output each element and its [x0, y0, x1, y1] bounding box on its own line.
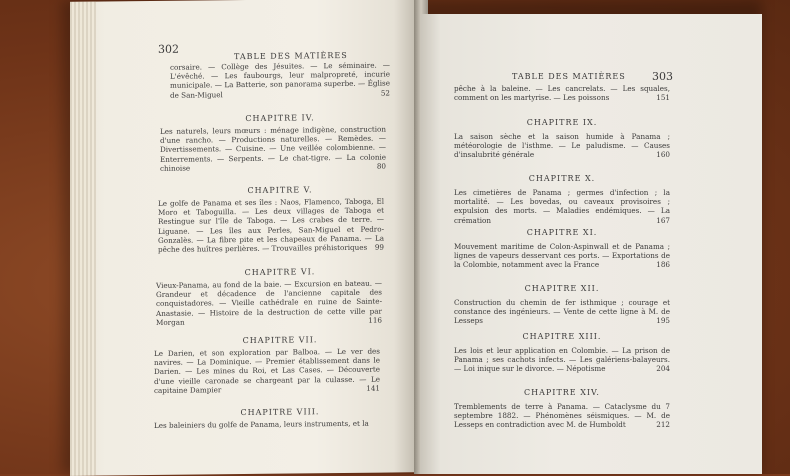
entry-text: Les lois et leur application en Colombie. — La prison de Panama ; ses cachots infects. — Les galériens-balayeurs. — Loi inique sur le divorce. — Népotisme	[454, 346, 670, 374]
entry-text: Les baleiniers du golfe de Panama, leurs instruments, et la	[154, 418, 369, 430]
chapter-entry	[160, 125, 386, 173]
chapter-entry	[454, 298, 670, 326]
chapter-title: CHAPITRE VIII.	[240, 407, 320, 418]
chapter-entry	[154, 419, 380, 431]
entry-text: Tremblements de terre à Panama. — Cataclysme du 7 septembre 1882. — Phénomènes séismiques. — M. de Lesseps en contradiction avec M. de Humboldt	[454, 402, 670, 430]
entry-text: pêche à la baleine. — Les cancrelats. — Les squales, comment on les martyrise. — Les poissons	[454, 84, 670, 103]
entry-page: 52	[380, 88, 390, 98]
entry-page: 195	[656, 316, 670, 326]
chapter-title: CHAPITRE X.	[528, 174, 596, 183]
entry-text: Mouvement maritime de Colon-Aspinwall et de Panama ; lignes de vapeurs desservant ces ports. — Exportations de la Colombie, notamment avec la France	[454, 242, 670, 270]
entry-text: corsaire. — Collège des Jésuites. — Le séminaire. — L'évêché. — Les faubourgs, leur malpropreté, incurie municipale. — La Batterie, son panorama superbe. — Église de San-Miguel	[170, 60, 390, 100]
right-running-head: TABLE DES MATIÈRES	[512, 72, 626, 81]
entry-page: 204	[656, 364, 670, 374]
entry-text: Construction du chemin de fer isthmique ; courage et constance des ingénieurs. — Vente de cette ligne à M. de Lesseps	[454, 298, 670, 326]
entry-page: 186	[656, 260, 670, 270]
left-page	[70, 0, 422, 476]
entry-page: 151	[656, 93, 670, 103]
left-page-number: 302	[158, 42, 179, 56]
chapter-entry	[156, 279, 382, 327]
entry-page: 99	[374, 242, 384, 252]
entry-text: Le golfe de Panama et ses îles : Naos, Flamenco, Taboga, El Moro et Taboguilla. — Les deux villages de Taboga et Restingue sur l'île de Taboga. — Les crabes de terre. — Liguane. — Les îles aux Perles, San-Miguel et Pedro-Gonzalès. — La fibre pite et les chapeaux de Panama. — La pêche des huîtres perlières. — Trouvailles préhistoriques	[158, 196, 384, 254]
chapter-title: CHAPITRE VI.	[244, 267, 316, 278]
entry-page: 167	[656, 215, 670, 225]
chapter-title: CHAPITRE XIV.	[524, 388, 600, 397]
chapter-entry	[454, 188, 670, 225]
chapter-title: CHAPITRE IV.	[245, 113, 315, 124]
entry-page: 141	[366, 383, 380, 393]
entry-text: Les naturels, leurs mœurs : ménage indigène, construction d'une rancho. — Productions naturelles. — Remèdes. — Divertissements. — Cuisine. — Une veillée colombienne. — Enterrements. — Serpents. — Le chat-tigre. — La colonie chinoise	[160, 124, 386, 173]
chapter-entry	[454, 132, 670, 160]
entry-text: La saison sèche et la saison humide à Panama ; météorologie de l'isthme. — Le paludisme. — Causes d'insalubrité générale	[454, 132, 670, 160]
right-top-entry	[454, 84, 670, 102]
chapter-entry	[454, 242, 670, 270]
entry-text: Le Darien, et son exploration par Balboa. — Le ver des navires. — La Dominique. — Premier établissement dans le Darien. — Les mines du Roi, et Las Cases. — Découverte d'une vieille caronade se chargeant par la culasse. — Le capitaine Dampier	[154, 346, 380, 395]
entry-page: 160	[656, 150, 670, 160]
entry-page: 212	[656, 420, 670, 430]
chapter-entry	[158, 197, 384, 255]
chapter-title: CHAPITRE XI.	[526, 228, 598, 237]
chapter-title: CHAPITRE IX.	[526, 118, 598, 127]
entry-text: Vieux-Panama, au fond de la baie. — Excursion en bateau. — Grandeur et décadence de l'ancienne capitale des conquistadores. — Vieille cathédrale en ruine de Sainte-Anastasie. — Histoire de la destruction de cette ville par Morgan	[156, 278, 382, 327]
chapter-title: CHAPITRE XII.	[524, 284, 600, 293]
chapter-entry	[454, 346, 670, 374]
chapter-title: CHAPITRE XIII.	[522, 332, 602, 341]
right-page-number: 303	[652, 70, 673, 83]
entry-page: 80	[376, 161, 386, 171]
entry-page: 116	[368, 315, 382, 325]
chapter-title: CHAPITRE VII.	[242, 335, 318, 346]
entry-text: Les cimetières de Panama ; germes d'infection ; la mortalité. — Les bovedas, ou caveaux provisoires ; expulsion des morts. — Maladies endémiques. — La crémation	[454, 188, 670, 225]
chapter-title: CHAPITRE V.	[247, 185, 313, 195]
chapter-entry	[454, 402, 670, 430]
chapter-entry	[154, 347, 380, 395]
left-running-head: TABLE DES MATIÈRES	[234, 50, 348, 62]
left-top-entry	[170, 60, 390, 99]
right-page	[420, 14, 762, 474]
